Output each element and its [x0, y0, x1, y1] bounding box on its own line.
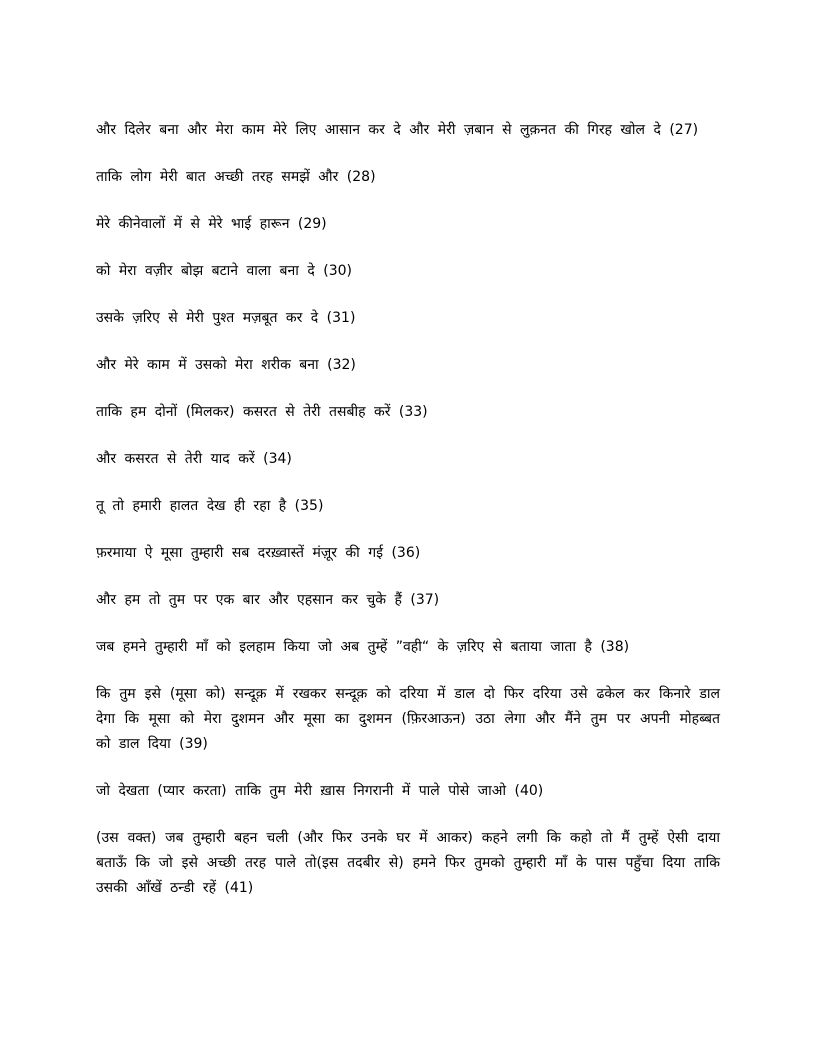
verse-32: और मेरे काम में उसको मेरा शरीक बना (32): [96, 357, 356, 373]
verse-41: (उस वक्त) जब तुम्हारी बहन चली (और फिर उनके घर में आकर) कहने लगी कि कहो तो मैं तुम्हें ऐसी दाया बताऊँ कि जो इसे अच्छी तरह पाले तो(इस तदबीर से) हमने फिर तुमको तुम्हारी माँ के पास पहुँचा दिया ताकि उसकी आँखें ठन्डी रहें (41): [96, 830, 720, 896]
verse-39: कि तुम इसे (मूसा को) सन्दूक़ में रखकर सन्दूक़ को दरिया में डाल दो फिर दरिया उसे ढकेल कर किनारे डाल देगा कि मूसा को मेरा दुशमन और मूसा का दुशमन (फ़िरआऊन) उठा लेगा और मैंने तुम पर अपनी मोहब्बत को डाल दिया (39): [96, 686, 720, 752]
verse-31: उसके ज़रिए से मेरी पुश्त मज़बूत कर दे (31): [96, 310, 356, 326]
verse-33: ताकि हम दोनों (मिलकर) कसरत से तेरी तसबीह करें (33): [96, 404, 428, 420]
verse-36: फ़रमाया ऐ मूसा तुम्हारी सब दरख़्वास्तें मंज़ूर की गई (36): [96, 545, 421, 561]
verse-38: जब हमने तुम्हारी माँ को इलहाम किया जो अब तुम्हें ”वही“ के ज़रिए से बताया जाता है (38): [96, 639, 630, 655]
verse-27: और दिलेर बना और मेरा काम मेरे लिए आसान कर दे और मेरी ज़बान से लुक़नत की गिरह खोल दे (27): [96, 122, 699, 138]
verse-34: और कसरत से तेरी याद करें (34): [96, 451, 292, 467]
verse-28: ताकि लोग मेरी बात अच्छी तरह समझें और (28): [96, 169, 376, 185]
verse-29: मेरे कीनेवालों में से मेरे भाई हारून (29): [96, 216, 327, 232]
verse-37: और हम तो तुम पर एक बार और एहसान कर चुके हैं (37): [96, 592, 440, 608]
verse-35: तू तो हमारी हालत देख ही रहा है (35): [96, 498, 324, 514]
verse-30: को मेरा वज़ीर बोझ बटाने वाला बना दे (30): [96, 263, 352, 279]
verse-list: [96, 118, 720, 923]
verse-40: जो देखता (प्यार करता) ताकि तुम मेरी ख़ास निगरानी में पाले पोसे जाओ (40): [96, 783, 544, 799]
